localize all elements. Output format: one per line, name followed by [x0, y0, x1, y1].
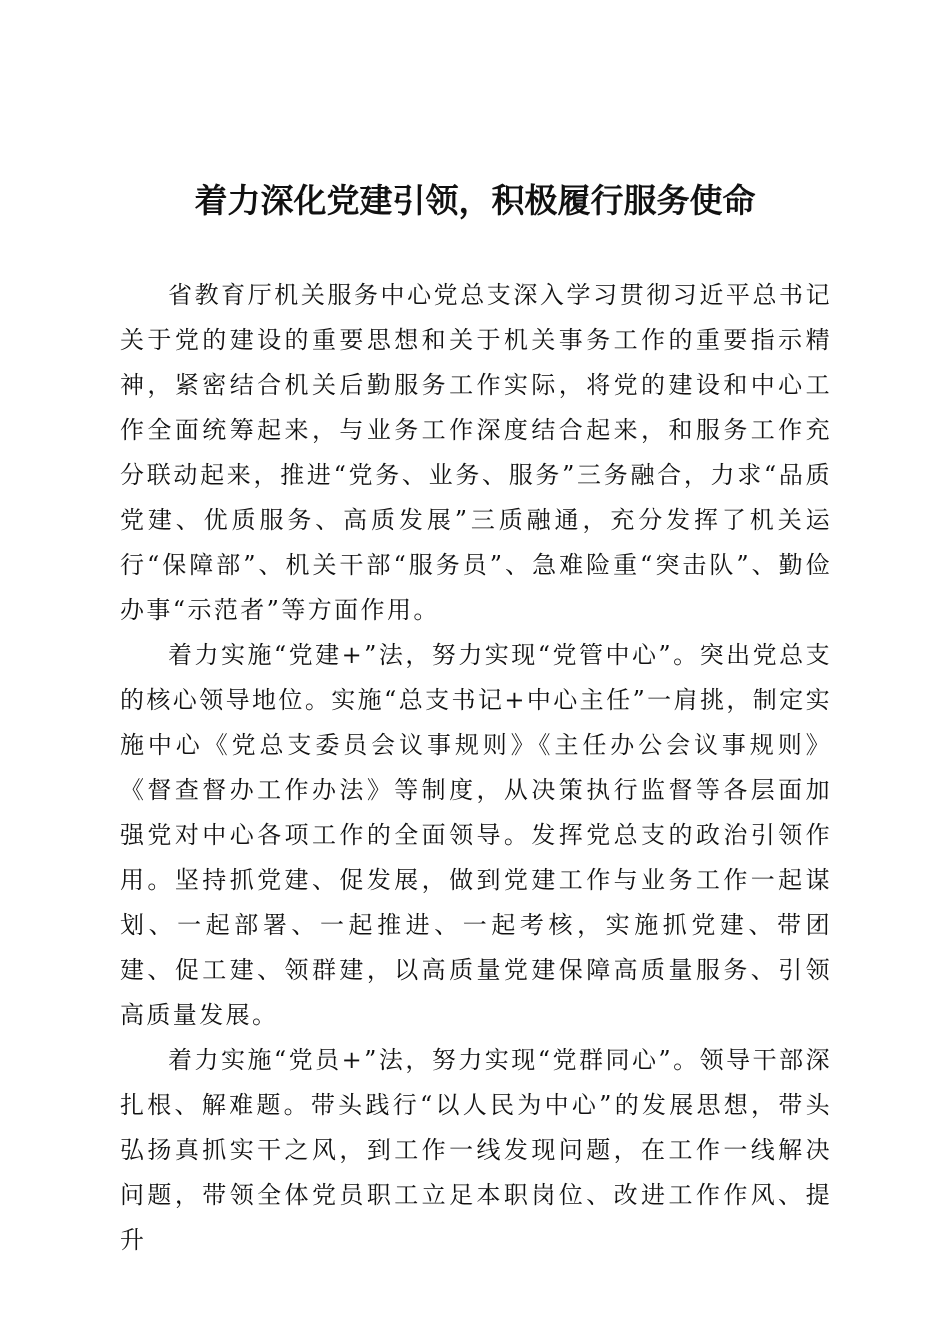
paragraph: 着力实施“党建+”法，努力实现“党管中心”。突出党总支的核心领导地位。实施“总支书记+中心主任”一肩挑，制定实施中心《党总支委员会议事规则》《主任办公会议事规则》《督查督办工作办法》等制度，从决策执行监督等各层面加强党对中心各项工作的全面领导。发挥党总支的政治引领作用。坚持抓党建、促发展，做到党建工作与业务工作一起谋划、一起部署、一起推进、一起考核，实施抓党建、带团建、促工建、领群建，以高质量党建保障高质量服务、引领高质量发展。: [120, 641, 832, 1029]
paragraph: 着力实施“党员+”法，努力实现“党群同心”。领导干部深扎根、解难题。带头践行“以人民为中心”的发展思想，带头弘扬真抓实干之风，到工作一线发现问题，在工作一线解决问题，带领全体党员职工立足本职岗位、改进工作作风、提升: [120, 1046, 832, 1254]
document-title: 着力深化党建引领，积极履行服务使命: [194, 181, 756, 220]
paragraph: 省教育厅机关服务中心党总支深入学习贯彻习近平总书记关于党的建设的重要思想和关于机关事务工作的重要指示精神，紧密结合机关后勤服务工作实际，将党的建设和中心工作全面统筹起来，与业务工作深度结合起来，和服务工作充分联动起来，推进“党务、业务、服务”三务融合，力求“品质党建、优质服务、高质发展”三质融通，充分发挥了机关运行“保障部”、机关干部“服务员”、急难险重“突击队”、勤俭办事“示范者”等方面作用。: [120, 281, 832, 624]
document-body: [120, 273, 832, 1263]
